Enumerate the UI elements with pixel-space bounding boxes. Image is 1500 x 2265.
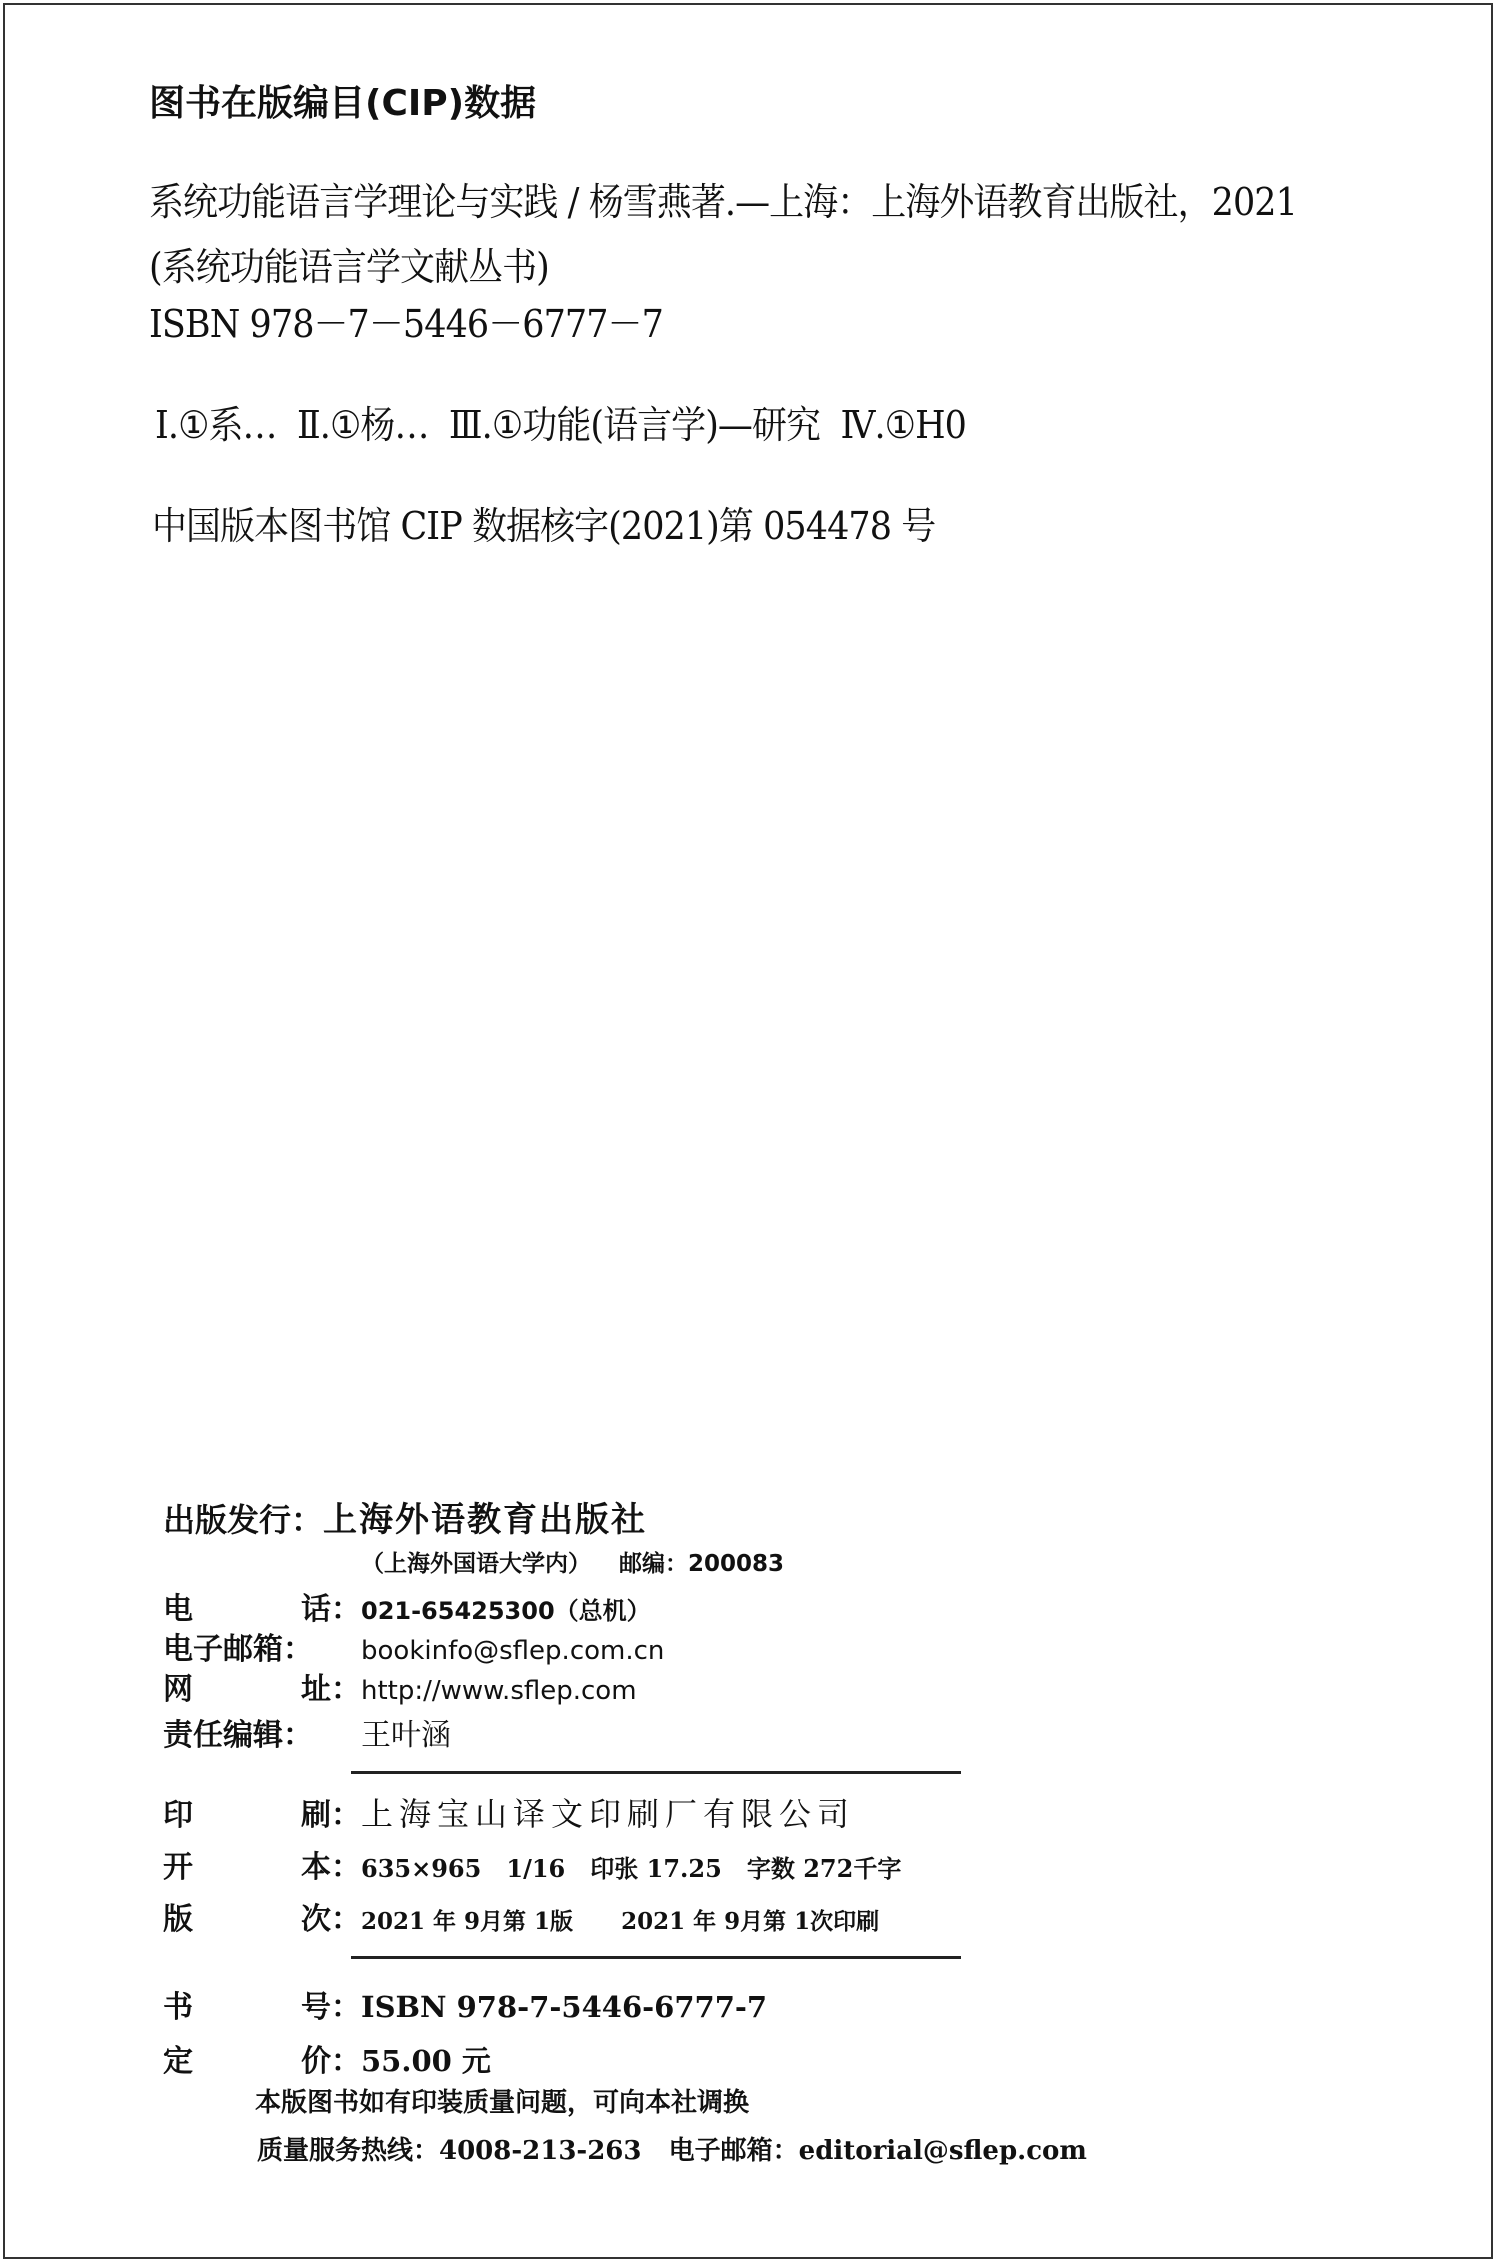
edition: 2021 年 9月第 1版 2021 年 9月第 1次印刷: [361, 1908, 880, 1935]
divider-rule: [351, 1956, 961, 1959]
cip-classification: Ⅰ.①系… Ⅱ.①杨… Ⅲ.①功能(语言学)—研究 Ⅳ.①H0: [155, 403, 966, 447]
postcode: 200083: [688, 1551, 785, 1577]
quality-hotline: 质量服务热线：4008-213-263 电子邮箱：editorial@sflep.com: [257, 2136, 1087, 2166]
printer-row: [163, 1789, 855, 1835]
editor-label: 责任编辑：: [163, 1718, 313, 1753]
email: bookinfo@sflep.com.cn: [361, 1636, 665, 1666]
cip-title-line: 系统功能语言学理论与实践 / 杨雪燕著.—上海：上海外语教育出版社，2021: [149, 180, 1297, 224]
cip-approval: 中国版本图书馆 CIP 数据核字(2021)第 054478 号: [152, 504, 936, 548]
publisher-label: 出版发行：: [163, 1501, 324, 1539]
postcode-label: 邮编：: [619, 1551, 688, 1577]
divider-rule: [351, 1771, 961, 1774]
cip-isbn-line: ISBN 978－7－5446－6777－7: [149, 302, 663, 346]
isbn-label-a: 书: [163, 1990, 193, 2025]
isbn-label-b: 号：: [301, 1990, 361, 2025]
publisher-row: [163, 1492, 647, 1541]
printer-label-b: 刷：: [301, 1798, 361, 1833]
phone-row: [163, 1584, 651, 1628]
price-label-a: 定: [163, 2044, 193, 2079]
web-row: [163, 1664, 637, 1708]
phone-label-b: 话：: [301, 1592, 361, 1627]
website: http://www.sflep.com: [361, 1676, 637, 1706]
address: （上海外国语大学内）: [361, 1551, 591, 1577]
email-row: [163, 1624, 664, 1668]
address-row: [361, 1545, 784, 1578]
phone-label-a: 电: [163, 1592, 193, 1627]
quality-note: 本版图书如有印装质量问题，可向本社调换: [255, 2088, 750, 2118]
printer: 上海宝山译文印刷厂有限公司: [361, 1795, 856, 1833]
format-label-b: 本：: [301, 1850, 361, 1885]
edition-label-a: 版: [163, 1902, 193, 1937]
price-label-b: 价：: [301, 2044, 361, 2079]
cip-series-line: (系统功能语言学文献丛书): [149, 245, 549, 289]
price: 55.00 元: [361, 2044, 491, 2078]
email-label: 电子邮箱：: [163, 1632, 313, 1667]
isbn-row: [163, 1982, 767, 2026]
web-label-a: 网: [163, 1672, 193, 1707]
printer-label-a: 印: [163, 1798, 193, 1833]
price-row: [163, 2036, 491, 2080]
phone: 021-65425300（总机）: [361, 1597, 651, 1625]
edition-label-b: 次：: [301, 1902, 361, 1937]
editor: 王叶涵: [361, 1718, 451, 1753]
isbn: ISBN 978-7-5446-6777-7: [361, 1990, 768, 2024]
publisher-name: 上海外语教育出版社: [323, 1500, 648, 1540]
format-row: [163, 1842, 901, 1886]
web-label-b: 址：: [301, 1672, 361, 1707]
edition-row: [163, 1894, 879, 1938]
editor-row: [163, 1710, 451, 1754]
format-label-a: 开: [163, 1850, 193, 1885]
format: 635×965 1/16 印张 17.25 字数 272千字: [361, 1854, 902, 1883]
cip-heading: 图书在版编目(CIP)数据: [149, 83, 537, 124]
